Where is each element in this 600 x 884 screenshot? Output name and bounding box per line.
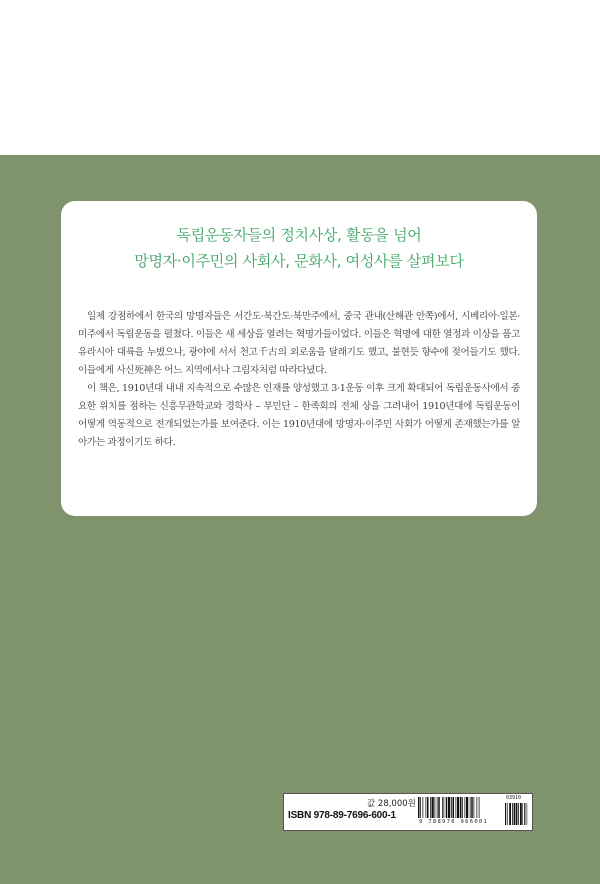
headline-line-2: 망명자·이주민의 사회사, 문화사, 여성사를 살펴보다 — [134, 252, 464, 270]
isbn-barcode-box — [283, 793, 533, 831]
blurb-paragraph-1: 일제 강점하에서 한국의 망명자들은 서간도·북간도·북만주에서, 중국 관내(산해관 안쪽)에서, 시베리아·일본·미주에서 독립운동을 펼쳤다. 이들은 새 세상을 열려는 혁명가들이었다. 이들은 혁명에 대한 열정과 이상을 품고 유라시아 대륙을 누볐으나, 광야에 서서 천고千古의 외로움을 달래기도 했고, 불현듯 향수에 젖어들기도 했다. 이들에게 사신死神은 어느 지역에서나 그림자처럼 따라다녔다. — [78, 311, 520, 376]
blurb-card — [61, 201, 537, 516]
headline — [61, 222, 537, 274]
blurb-body — [78, 308, 520, 452]
barcode-digits: 9 788976 966001 — [419, 819, 489, 825]
top-white-band — [0, 0, 600, 155]
price-label: 값 28,000원 — [367, 799, 416, 809]
isbn-number: ISBN 978-89-7696-600-1 — [288, 810, 396, 821]
blurb-paragraph-2: 이 책은, 1910년대 내내 지속적으로 수많은 인재를 양성했고 3·1운동 이후 크게 확대되어 독립운동사에서 중요한 위치를 점하는 신흥무관학교와 경학사 – 부민단 – 한족회의 전체 상을 그려내어 1910년대에 독립운동이 어떻게 역동적으로 전개되었는가를 보여준다. 이는 1910년대에 망명자·이주민 사회가 어떻게 존재했는가를 알아가는 과정이기도 하다. — [78, 383, 520, 448]
barcode-addon-digits: 03910 — [506, 795, 522, 801]
headline-line-1: 독립운동자들의 정치사상, 활동을 넘어 — [176, 226, 422, 244]
